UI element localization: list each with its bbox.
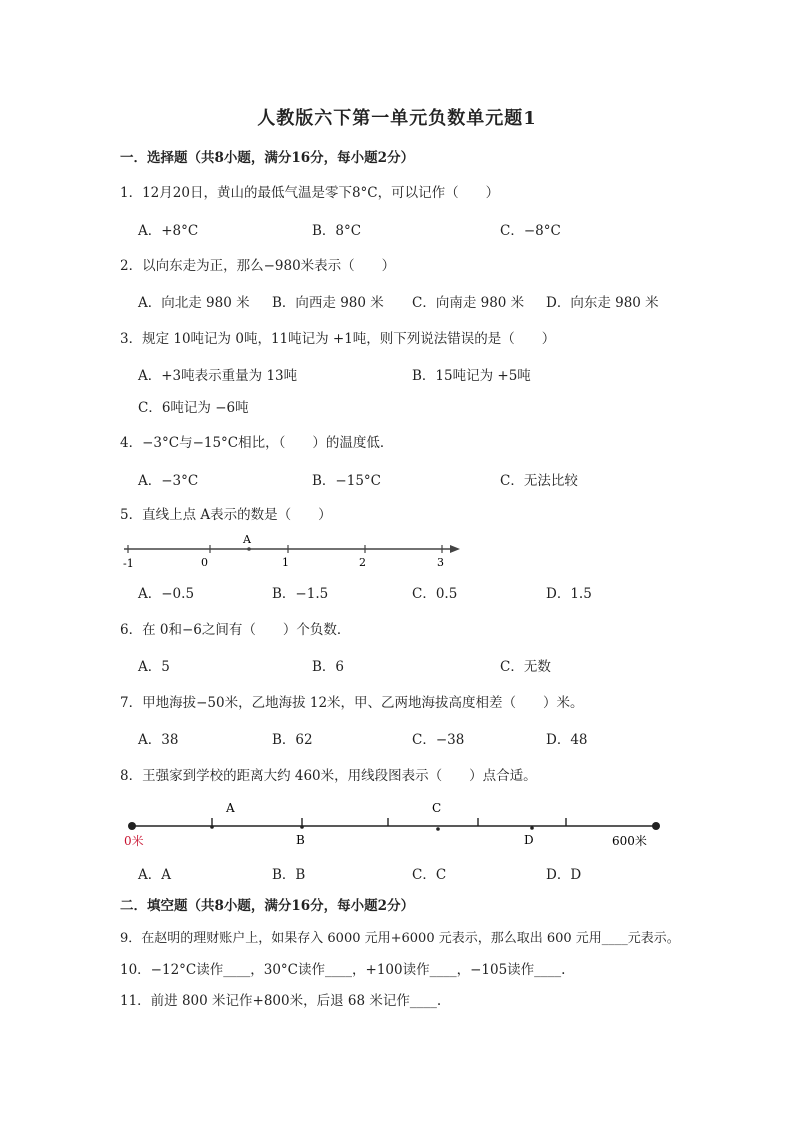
q7-option-a: A．38 [138, 732, 179, 748]
q5-option-d: D．1.5 [546, 586, 592, 602]
q6-option-c: C．无数 [500, 659, 551, 675]
q8-option-c: C．C [412, 867, 447, 883]
q2-option-a: A．向北走 980 米 [138, 295, 250, 311]
point-a-dot [210, 825, 214, 829]
point-b-dot [300, 825, 304, 829]
q3-option-a: A．+3吨表示重量为 13吨 [138, 368, 298, 384]
question-5: 5．直线上点 A表示的数是（ ） [120, 507, 332, 523]
section-heading-choice: 一．选择题（共8小题，满分16分，每小题2分） [120, 150, 415, 166]
point-c-dot [436, 827, 440, 831]
line-segment-figure [118, 796, 678, 852]
point-a-dot [247, 547, 251, 551]
point-d-label: D [524, 833, 534, 847]
q1-option-c: C．−8°C [500, 223, 561, 239]
q1-option-b: B．8°C [312, 223, 362, 239]
question-4: 4．−3°C与−15°C相比，（ ）的温度低． [120, 435, 394, 451]
question-3: 3．规定 10吨记为 0吨，11吨记为 +1吨，则下列说法错误的是（ ） [120, 331, 556, 347]
segment-start-dot [128, 822, 136, 830]
segment-end-dot [652, 822, 660, 830]
question-11: 11．前进 800 米记作+800米，后退 68 米记作____. [120, 993, 442, 1009]
number-line-figure [118, 532, 468, 572]
question-7: 7．甲地海拔−50米，乙地海拔 12米，甲、乙两地海拔高度相差（ ）米。 [120, 695, 584, 711]
point-d-dot [530, 826, 534, 830]
question-9: 9．在赵明的理财账户上，如果存入 6000 元用+6000 元表示，那么取出 600 元用____元表示。 [120, 931, 680, 946]
q2-option-d: D．向东走 980 米 [546, 295, 659, 311]
q6-option-b: B．6 [312, 659, 345, 675]
q3-option-b: B．15吨记为 +5吨 [412, 368, 531, 384]
tick-label: 1 [282, 556, 289, 569]
q7-option-c: C．−38 [412, 732, 465, 748]
q7-option-b: B．62 [272, 732, 313, 748]
q8-option-b: B．B [272, 867, 306, 883]
point-a-label: A [243, 533, 251, 546]
question-1: 1．12月20日，黄山的最低气温是零下8°C，可以记作（ ） [120, 185, 500, 201]
number-line-arrow [450, 545, 460, 553]
q8-option-a: A．A [138, 867, 171, 883]
q8-option-d: D．D [546, 867, 582, 883]
q7-option-d: D．48 [546, 732, 588, 748]
tick-label: 2 [359, 556, 366, 569]
q3-option-c: C．6吨记为 −6吨 [138, 400, 249, 416]
q5-option-b: B．−1.5 [272, 586, 329, 602]
point-c-label: C [432, 801, 442, 815]
point-a-label: A [226, 801, 235, 815]
q5-option-c: C．0.5 [412, 586, 458, 602]
q2-option-c: C．向南走 980 米 [412, 295, 525, 311]
segment-end-label: 600米 [612, 834, 647, 848]
tick-label: 3 [437, 556, 444, 569]
question-2: 2．以向东走为正，那么−980米表示（ ） [120, 258, 396, 274]
q4-option-b: B．−15°C [312, 473, 381, 489]
q4-option-a: A．−3°C [138, 473, 199, 489]
section-heading-fill: 二．填空题（共8小题，满分16分，每小题2分） [120, 898, 415, 914]
q2-option-b: B．向西走 980 米 [272, 295, 384, 311]
question-6: 6．在 0和−6之间有（ ）个负数． [120, 622, 351, 638]
tick-label: -1 [123, 557, 134, 570]
segment-start-label: 0米 [124, 834, 144, 848]
tick-label: 0 [201, 556, 208, 569]
q5-option-a: A．−0.5 [138, 586, 195, 602]
q1-option-a: A．+8°C [138, 223, 199, 239]
question-10: 10．−12°C读作____，30°C读作____，+100读作____，−105读作____. [120, 962, 566, 978]
question-8: 8．王强家到学校的距离大约 460米，用线段图表示（ ）点合适。 [120, 768, 537, 784]
q6-option-a: A．5 [138, 659, 170, 675]
q4-option-c: C．无法比较 [500, 473, 578, 489]
point-b-label: B [296, 833, 305, 847]
page-title: 人教版六下第一单元负数单元题1 [257, 108, 537, 129]
